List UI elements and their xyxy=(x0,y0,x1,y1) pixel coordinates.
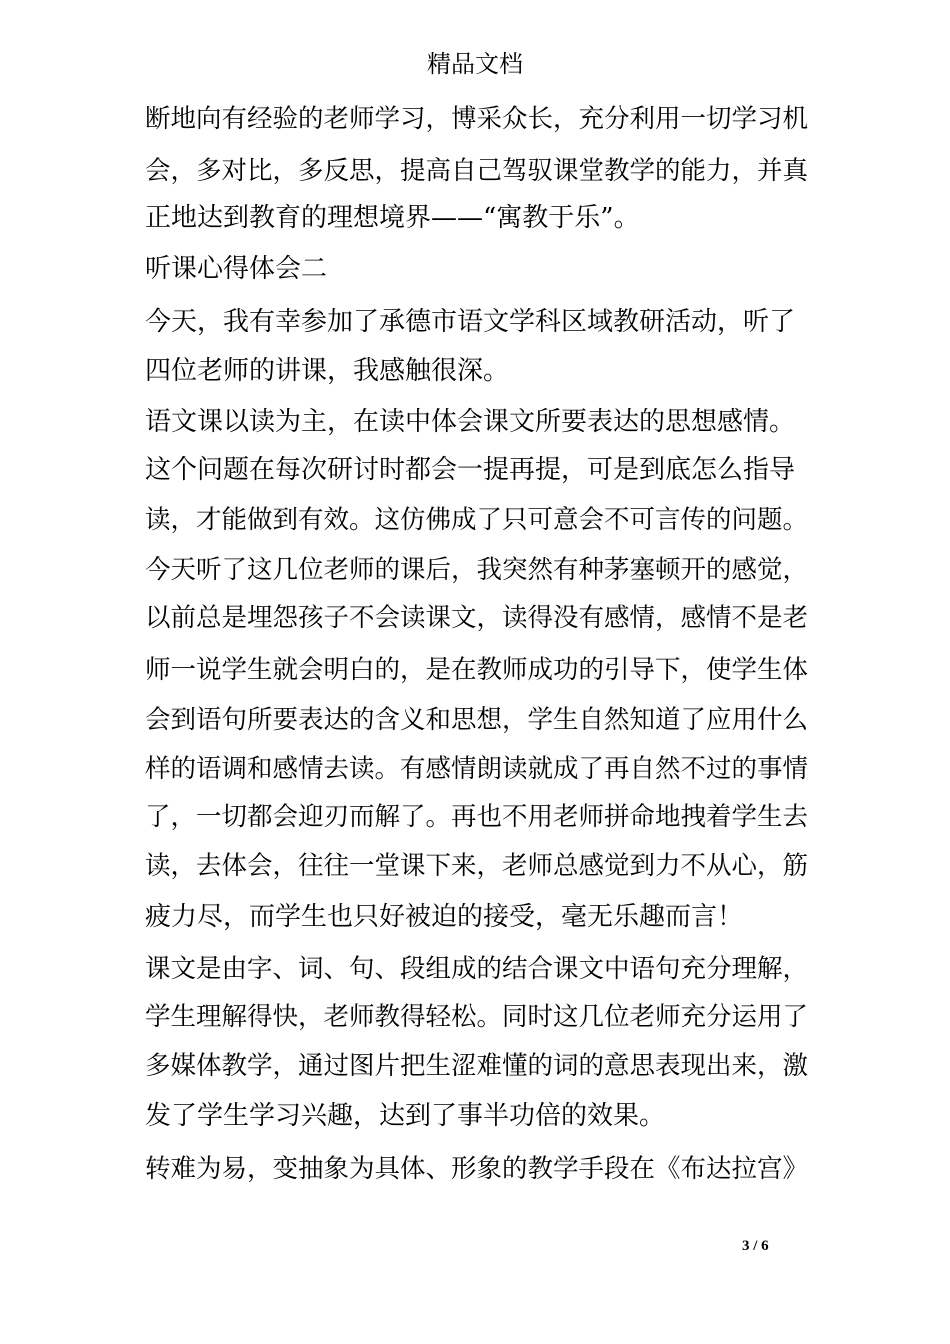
text-line: 语文课以读为主，在读中体会课文所要表达的思想感情。 xyxy=(145,407,796,437)
text-line: 课文是由字、词、句、段组成的结合课文中语句充分理解， xyxy=(145,954,809,984)
text-line: 会到语句所要表达的含义和思想，学生自然知道了应用什么 xyxy=(145,705,809,735)
text-line: 疲力尽，而学生也只好被迫的接受，毫无乐趣而言！ xyxy=(145,902,744,932)
page-header: 精品文档 xyxy=(427,50,523,78)
section-heading: 听课心得体会二 xyxy=(145,254,328,284)
text-line: 读，去体会，往往一堂课下来，老师总感觉到力不从心，筋 xyxy=(145,851,809,881)
text-line: 读，才能做到有效。这仿佛成了只可意会不可言传的问题。 xyxy=(145,505,809,535)
text-line: 样的语调和感情去读。有感情朗读就成了再自然不过的事情 xyxy=(145,754,809,784)
text-line: 四位老师的讲课，我感触很深。 xyxy=(145,356,510,386)
text-line: 今天听了这几位老师的课后，我突然有种茅塞顿开的感觉， xyxy=(145,555,809,585)
text-line: 会，多对比，多反思，提高自己驾驭课堂教学的能力，并真 xyxy=(145,156,809,186)
page-number: 3 / 6 xyxy=(742,1238,769,1254)
text-line: 师一说学生就会明白的，是在教师成功的引导下，使学生体 xyxy=(145,655,809,685)
text-line: 正地达到教育的理想境界——“寓教于乐”。 xyxy=(145,203,640,233)
text-line: 这个问题在每次研讨时都会一提再提，可是到底怎么指导 xyxy=(145,455,796,485)
text-line: 以前总是埋怨孩子不会读课文，读得没有感情，感情不是老 xyxy=(145,603,809,633)
text-line: 了，一切都会迎刃而解了。再也不用老师拼命地拽着学生去 xyxy=(145,802,809,832)
text-line: 今天，我有幸参加了承德市语文学科区域教研活动，听了 xyxy=(145,307,796,337)
text-line: 断地向有经验的老师学习，博采众长，充分利用一切学习机 xyxy=(145,104,809,134)
text-line: 多媒体教学，通过图片把生涩难懂的词的意思表现出来，激 xyxy=(145,1051,809,1081)
text-line: 发了学生学习兴趣，达到了事半功倍的效果。 xyxy=(145,1101,666,1131)
text-line: 学生理解得快，老师教得轻松。同时这几位老师充分运用了 xyxy=(145,1002,809,1032)
text-line: 转难为易，变抽象为具体、形象的教学手段在《布达拉宫》 xyxy=(145,1154,809,1184)
